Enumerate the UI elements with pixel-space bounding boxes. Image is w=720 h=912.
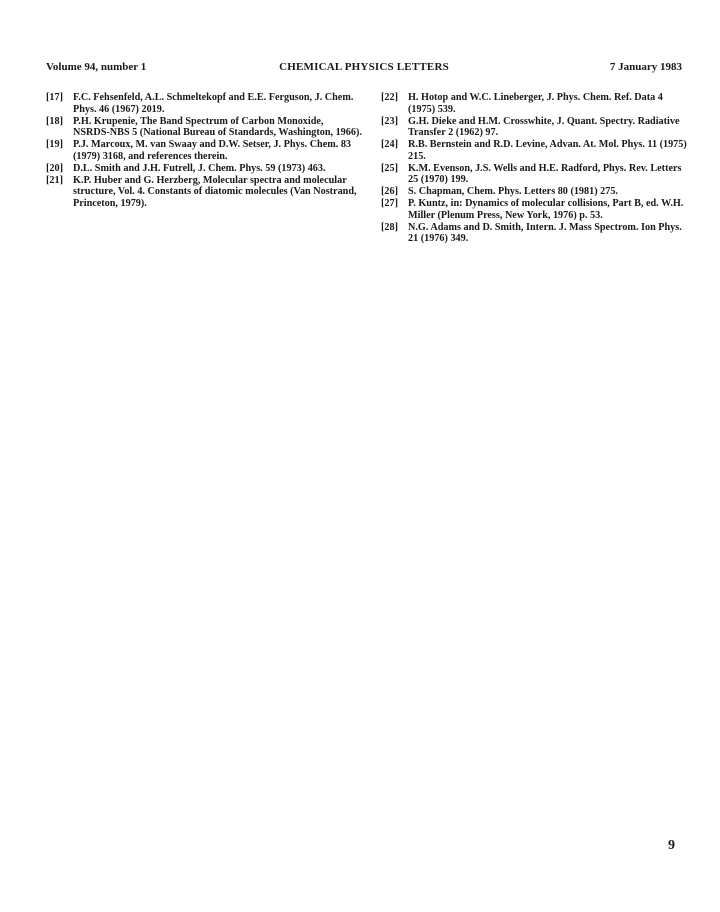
reference-19 xyxy=(46,139,362,162)
reference-17 xyxy=(46,92,362,115)
reference-number: [18] xyxy=(46,115,63,127)
running-header xyxy=(46,61,682,77)
reference-number: [24] xyxy=(381,139,398,150)
reference-25 xyxy=(381,163,687,186)
issue-date: 7 January 1983 xyxy=(609,61,682,73)
reference-number: [26] xyxy=(381,186,398,197)
journal-title: CHEMICAL PHYSICS LETTERS xyxy=(279,61,449,73)
reference-number: [22] xyxy=(381,92,398,103)
reference-text: S. Chapman, Chem. Phys. Letters 80 (1981) 275. xyxy=(408,186,618,197)
reference-text: H. Hotop and W.C. Lineberger, J. Phys. Chem. Ref. Data 4 (1975) 539. xyxy=(408,92,663,115)
reference-number: [27] xyxy=(381,198,398,209)
reference-text: R.B. Bernstein and R.D. Levine, Advan. At. Mol. Phys. 11 (1975) 215. xyxy=(408,139,687,162)
reference-24 xyxy=(381,139,687,162)
reference-27 xyxy=(381,198,687,221)
references-right-column xyxy=(381,92,687,245)
reference-number: [25] xyxy=(381,162,398,174)
reference-21 xyxy=(46,175,362,210)
reference-text: K.P. Huber and G. Herzberg, Molecular spectra and molecular structure, Vol. 4. Constants of diatomic molecules (Van Nostrand, Princeton, 1979). xyxy=(73,174,357,209)
reference-23 xyxy=(381,116,687,139)
reference-number: [23] xyxy=(381,115,398,127)
reference-text: K.M. Evenson, J.S. Wells and H.E. Radford, Phys. Rev. Letters 25 (1970) 199. xyxy=(408,162,682,185)
reference-text: G.H. Dieke and H.M. Crosswhite, J. Quant. Spectry. Radiative Transfer 2 (1962) 97. xyxy=(408,115,680,138)
reference-number: [20] xyxy=(46,162,63,174)
reference-20 xyxy=(46,163,362,175)
reference-18 xyxy=(46,116,362,139)
page-number: 9 xyxy=(668,838,675,853)
reference-text: P.J. Marcoux, M. van Swaay and D.W. Setser, J. Phys. Chem. 83 (1979) 3168, and references therein. xyxy=(73,139,352,162)
reference-text: P. Kuntz, in: Dynamics of molecular collisions, Part B, ed. W.H. Miller (Plenum Press, New York, 1976) p. 53. xyxy=(408,198,684,221)
reference-number: [28] xyxy=(381,221,398,233)
reference-text: N.G. Adams and D. Smith, Intern. J. Mass Spectrom. Ion Phys. 21 (1976) 349. xyxy=(408,221,682,244)
references-left-column xyxy=(46,92,362,210)
reference-26 xyxy=(381,186,687,198)
reference-text: D.L. Smith and J.H. Futrell, J. Chem. Phys. 59 (1973) 463. xyxy=(73,162,326,174)
reference-text: P.H. Krupenie, The Band Spectrum of Carbon Monoxide, NSRDS-NBS 5 (National Bureau of Standards, Washington, 1966). xyxy=(73,115,362,138)
reference-text: F.C. Fehsenfeld, A.L. Schmeltekopf and E.E. Ferguson, J. Chem. Phys. 46 (1967) 2019. xyxy=(73,92,354,115)
reference-22 xyxy=(381,92,687,115)
reference-number: [19] xyxy=(46,139,63,150)
reference-28 xyxy=(381,222,687,245)
reference-number: [21] xyxy=(46,174,63,186)
volume-label: Volume 94, number 1 xyxy=(46,61,147,73)
reference-number: [17] xyxy=(46,92,63,103)
